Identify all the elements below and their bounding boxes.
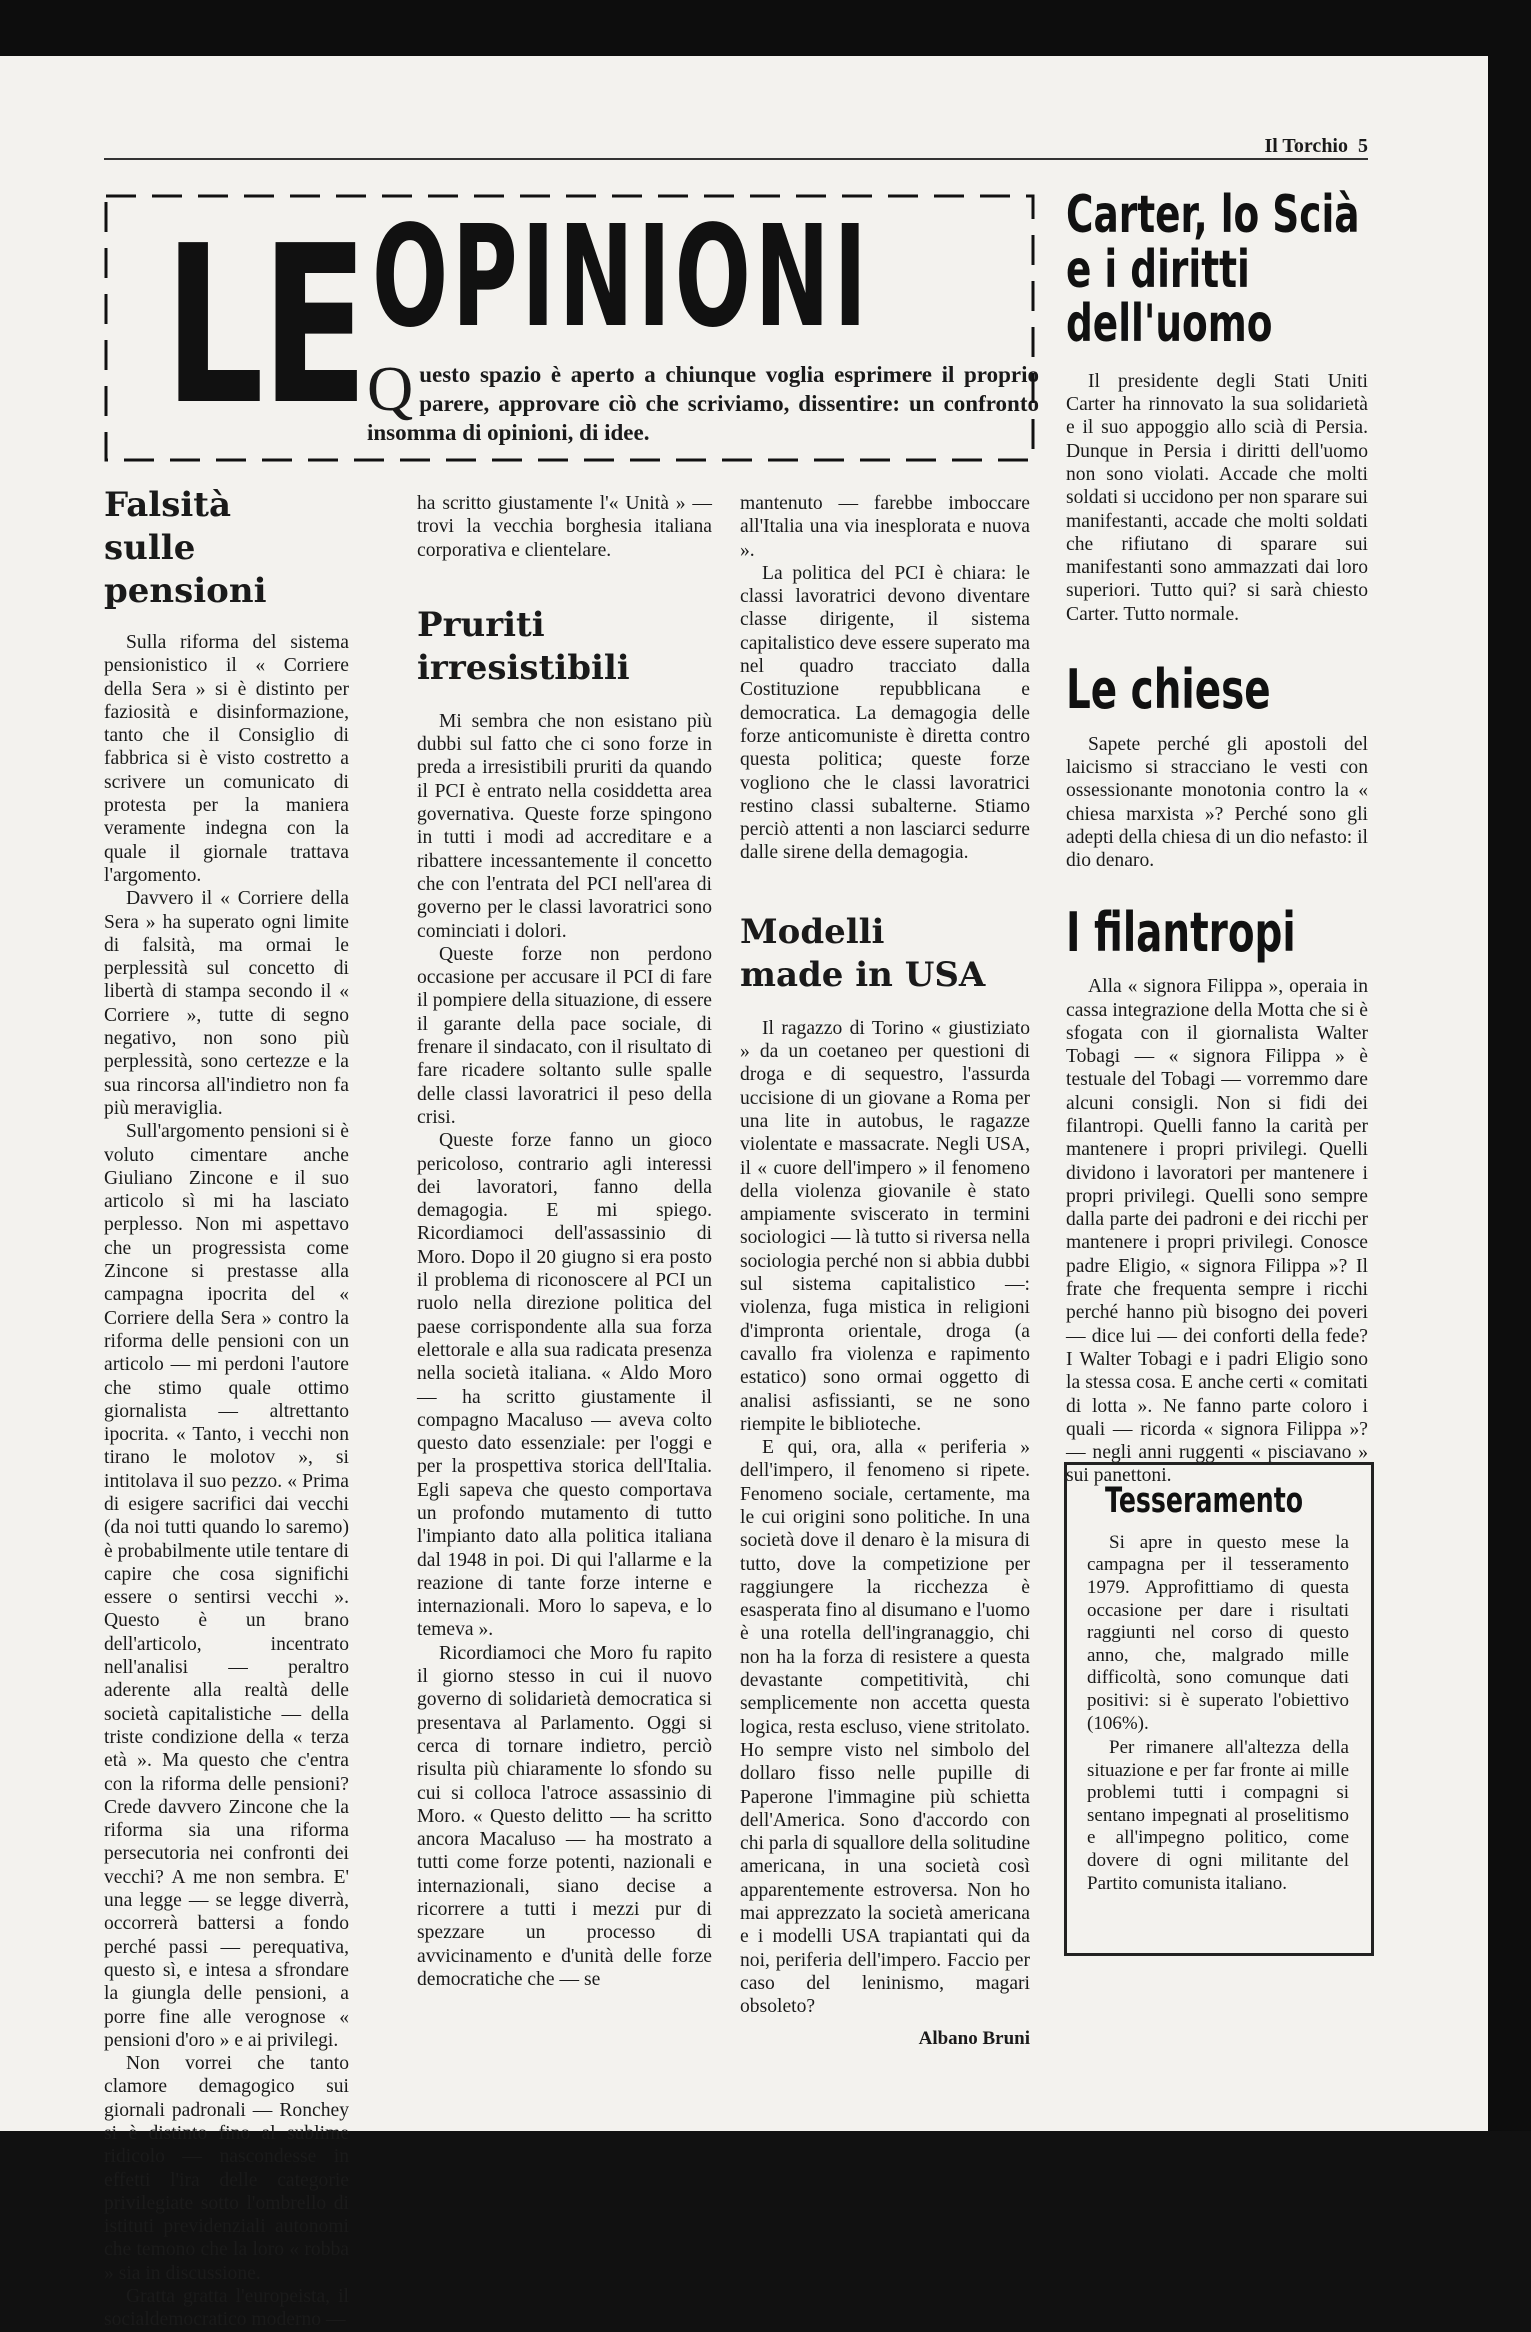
column-1 (104, 484, 349, 2332)
headline-modelli (740, 911, 1030, 997)
headline-pruriti (417, 604, 712, 690)
article-paragraph: Gratta gratta l'europeista, il socialdemocratico moderno — (104, 2286, 349, 2331)
opinioni-banner (104, 194, 1039, 462)
tesseramento-box (1064, 1462, 1374, 1956)
author-signature: Albano Bruni (918, 2027, 1030, 2049)
article-paragraph: E qui, ora, alla « periferia » dell'impero, il fenomeno si ripete. Fenomeno sociale, certamente, ma le cui origini sono politiche. In una società dove il denaro è la misura di tutto, dove la competizione per raggiungere la ricchezza è esasperata fino al disumano e l'uomo è una rotella dell'ingranaggio, chi non ha la forza di resistere a questa devastante competitività, chi semplicemente non accetta questa logica, resta escluso, viene stritolato. Ho sempre visto nel simbolo del dollaro fisso nelle pupille di Paperone l'immagine più schietta dell'America. Sono d'accordo con chi parla di squallore della solitudine americana, in una società così apparentemente estroversa. Non ho mai apprezzato la società americana e i modelli USA trapiantati qui da noi, periferia dell'impero. Faccio per caso del leninismo, magari obsoleto? (740, 1437, 1031, 2018)
article-paragraph: Sull'argomento pensioni si è voluto cimentare anche Giuliano Zincone e il suo articolo sì mi ha lasciato perplesso. Non mi aspettavo che un progressista come Zincone si prestasse alla campagna ipocrita del « Corriere della Sera » contro la riforma delle pensioni con un articolo — mi perdoni l'autore che stimo quale ottimo giornalista — altrettanto ipocrita. « Tanto, i vecchi non tirano le molotov », si intitolava il suo pezzo. « Prima di esigere sacrifici dai vecchi (da noi tutti quando lo saremo) è probabilmente utile tentare di capire che cosa significhi essere o sentirsi vecchi ». Questo è un brano dell'articolo, incentrato nell'analisi — peraltro aderente alla realtà delle società capitalistiche — della triste condizione della « terza età ». Ma questo che c'entra con la riforma delle pensioni? Crede davvero Zincone che la riforma sia una riforma persecutoria nei confronti dei vecchi? A me non sembra. E' una legge — se legge diverrà, occorrerà battersi a fondo perché passi — perequativa, questo sì, e intesa a sfrondare la giungla delle pensioni, a porre fine alle verognose « pensioni d'oro » e ai privilegi. (104, 1121, 349, 2051)
page-number: 5 (1358, 135, 1368, 157)
headline-chiese: Le chiese (1066, 658, 1271, 722)
article-continuation: mantenuto — farebbe imboccare all'Italia una via inesplorata e nuova ». (740, 493, 1030, 561)
article-paragraph: Davvero il « Corriere della Sera » ha superato ogni limite di falsità, ma ormai le perplessità sul concetto di libertà di stampa secondo il « Corriere », tutte di segno negativo, non sono più perplessità, sono certezze e la sua rincorsa all'indietro non fa più meraviglia. (104, 888, 349, 1119)
banner-title-opinioni: OPINIONI (372, 196, 871, 359)
article-continuation: ha scritto giustamente l'« Unità » — trovi la vecchia borghesia italiana corporativa e clientelare. (417, 493, 712, 561)
header-rule (104, 158, 1368, 160)
column-3 (740, 492, 1030, 2050)
banner-title-le: LE (164, 200, 366, 453)
headline-tesseramento: Tesseramento (1105, 1481, 1304, 1521)
article-paragraph: Sapete perché gli apostoli del laicismo si stracciano le vesti con ossessionante monotonia contro la « chiesa marxista »? Perché sono gli adepti della chiesa di un dio nefasto: il dio denaro. (1066, 733, 1368, 872)
running-title: Il Torchio (1264, 135, 1348, 157)
headline-falsita-line2: sulle pensioni (104, 528, 267, 611)
headline-modelli-line2: made in USA (740, 954, 986, 995)
article-paragraph: Sulla riforma del sistema pensionistico il « Corriere della Sera » si è distinto per faziosità e disinformazione, tanto che il Consiglio di fabbrica si è visto costretto a scrivere un comunicato di protesta per la maniera veramente indegna con la quale il giornale trattava l'argomento. (104, 632, 349, 886)
article-paragraph: Queste forze fanno un gioco pericoloso, contrario agli interessi dei lavoratori, fanno della demagogia. E mi spiego. Ricordiamoci dell'assassinio di Moro. Dopo il 20 giugno si era posto il problema di riconoscere al PCI un ruolo nella direzione politica del paese corrispondente alla sua forza elettorale e alla sua radicata presenza nella società italiana. « Aldo Moro — ha scritto giustamente il compagno Macaluso — aveva colto questo dato essenziale: per l'oggi e per la prospettiva storica dell'Italia. Egli sapeva che questo comportava un profondo mutamento di tutto l'impianto dato alla politica italiana dal 1948 in poi. Di qui l'allarme e la reazione di tante forze interne e internazionali. Moro lo sapeva, e lo temeva ». (417, 1130, 712, 1641)
headline-carter (1066, 185, 1360, 355)
article-paragraph: Queste forze non perdono occasione per accusare il PCI di fare il pompiere della situazione, di essere il garante della pace sociale, di frenare il sindacato, con il risultato di fare ricadere soltanto sulle spalle delle classi lavoratrici il peso della crisi. (417, 943, 712, 1128)
headline-pruriti-line2: irresistibili (417, 647, 630, 688)
article-paragraph: Per rimanere all'altezza della situazione e per far fronte ai mille problemi tutti i compagni si sentano impegnati al proselitismo e all'impegno politico, come dovere di ogni militante del Partito comunista italiano. (1087, 1737, 1349, 1894)
tesseramento-content (1087, 1483, 1349, 1895)
scan-border-top (0, 0, 1531, 56)
headline-falsita (104, 484, 349, 613)
headline-falsita-line1: Falsità (104, 485, 232, 525)
intro-text: uesto spazio è aperto a chiunque voglia esprimere il proprio parere, approvare ciò che scriviamo, dissentire: un confronto insomma di opinioni, di idee. (367, 362, 1039, 445)
article-paragraph: Si apre in questo mese la campagna per il tesseramento 1979. Approfittiamo di questa occasione per dare i risultati raggiunti nel corso di questo anno, che, malgrado mille difficoltà, sono comunque dati positivi: si è superato l'obiettivo (106%). (1087, 1531, 1349, 1734)
article-paragraph: Il ragazzo di Torino « giustiziato » da un coetaneo per questioni di droga e di sequestro, l'assurda uccisione di un giovane a Roma per una lite in autobus, le ragazze violentate e massacrate. Negli USA, il « cuore dell'impero » il fenomeno della violenza giovanile è stato ampiamente sviscerato in termini sociologici — là tutto si riversa nella sociologia perché non si abbia dubbi sul sistema capitalistico —: violenza, fuga mistica in religioni d'impronta orientale, droga (a cavallo fra violenza e rapimento estatico) sono ormai oggetto di analisi asfissianti, se ne sono riempite le biblioteche. (740, 1017, 1030, 1435)
headline-carter-line2: e i diritti (1066, 239, 1250, 300)
banner-intro (367, 353, 1039, 447)
article-paragraph: La politica del PCI è chiara: le classi lavoratrici devono diventare classe dirigente, il sistema capitalistico deve essere superato ma nel quadro tracciato dalla Costituzione repubblicana e democratica. La demagogia delle forze anticomuniste è diretta contro questa politica; queste forze vogliono che le classi lavoratrici restino classi subalterne. Stiamo perciò attenti a non lasciarci sedurre dalle sirene della demagogia. (740, 562, 1030, 864)
article-paragraph: Il presidente degli Stati Uniti Carter ha rinnovato la sua solidarietà e il suo appoggio allo scià di Persia. Dunque in Persia i diritti dell'uomo non sono violati. Accade che molti soldati si uccidono per non sparare sui manifestanti, accade che molti soldati che rifiutano di sparare sui manifestanti sono ammazzati dai loro superiori. Tutto qui? si sarà chiesto Carter. Tutto normale. (1066, 370, 1368, 625)
article-paragraph: Ricordiamoci che Moro fu rapito il giorno stesso in cui il nuovo governo di solidarietà democratica si presentava al Parlamento. Oggi si cerca di tornare indietro, perciò risulta più chiaramente lo sfondo su cui si colloca l'atroce assassinio di Moro. « Questo delitto — ha scritto ancora Macaluso — ha mostrato a tutti come forze potenti, nazionali e internazionali, siano decise a ricorrere a tutti i mezzi pur di spezzare un processo di avvicinamento e d'unità delle forze democratiche che — se (417, 1642, 712, 1990)
headline-filantropi: I filantropi (1066, 900, 1296, 964)
headline-modelli-line1: Modelli (740, 911, 885, 952)
headline-carter-line3: dell'uomo (1066, 294, 1273, 355)
article-paragraph: Mi sembra che non esistano più dubbi sul fatto che ci sono forze in preda a irresistibili pruriti da quando il PCI è entrato nella cosiddetta area governativa. Queste forze spingono in tutti i modi ad accreditare e a ribattere incessantemente il concetto che con l'entrata del PCI nell'area di governo per le classi lavoratrici sono cominciati i dolori. (417, 710, 712, 942)
column-4 (1066, 185, 1368, 1488)
scan-border-right (1488, 0, 1531, 2131)
running-header (1200, 135, 1368, 158)
headline-pruriti-line1: Pruriti (417, 604, 545, 645)
headline-carter-line1: Carter, lo Scià (1066, 185, 1360, 245)
article-paragraph: Non vorrei che tanto clamore demagogico sui giornali padronali — Ronchey si è distinto fino al sublime ridicolo — nascondesse in effetti l'ira delle categorie privilegiate sotto l'ombrello di istituti previdenziali autonomi che temono che la loro « robba » sia in discussione. (104, 2053, 349, 2284)
column-2 (417, 492, 712, 1991)
article-paragraph: Alla « signora Filippa », operaia in cassa integrazione della Motta che si è sfogata con il giornalista Walter Tobagi — « signora Filippa » è testuale del Tobagi — vorremmo dare alcuni consigli. Non si fidi dei filantropi. Quelli fanno la carità per mantenere i propri privilegi. Quelli dividono i lavoratori per mantenere i propri privilegi. Quelli sono sempre dalla parte dei padroni e dei ricchi per mantenere i propri privilegi. Conosce padre Eligio, « signora Filippa »? Il frate che frequenta sempre i ricchi perché hanno più bisogno dei poveri — dice lui — dei conforti della fede? I Walter Tobagi e i padri Eligio sono la stessa cosa. E anche certi « comitati di lotta ». Ne fanno parte coloro i quali — ricorda « signora Filippa »? — negli anni ruggenti « pisciavano » sui panettoni. (1066, 976, 1368, 1487)
intro-dropcap: Q (367, 353, 414, 424)
